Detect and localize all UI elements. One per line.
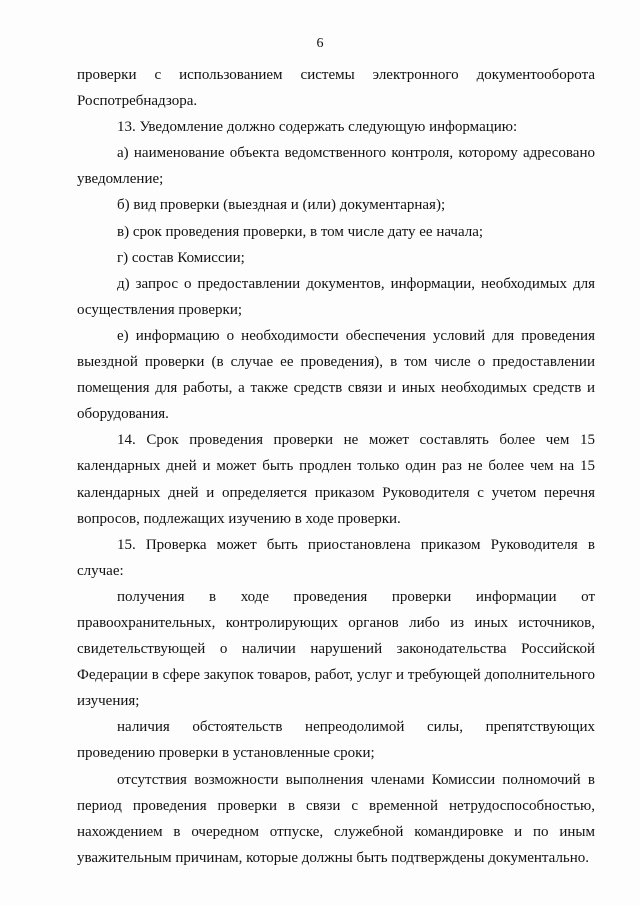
paragraph: получения в ходе проведения проверки информации от правоохранительных, контролирующих органов либо из иных источников, свидетельствующей о наличии нарушений законодательства Российской Федерации в сфере закупок товаров, работ, услуг и требующей дополнительного изучения;	[77, 588, 595, 710]
paragraph: 13. Уведомление должно содержать следующую информацию:	[117, 119, 518, 136]
paragraph: 14. Срок проведения проверки не может составлять более чем 15 календарных дней и может быть продлен только один раз не более чем на 15 календарных дней и определяется приказом Руководителя с учетом перечня вопросов, подлежащих изучению в ходе проверки.	[77, 432, 595, 527]
paragraph: 15. Проверка может быть приостановлена приказом Руководителя в случае:	[77, 536, 595, 579]
paragraph: г) состав Комиссии;	[117, 249, 245, 266]
paragraph: б) вид проверки (выездная и (или) документарная);	[117, 197, 446, 214]
paragraph: отсутствия возможности выполнения членами Комиссии полномочий в период проведения проверки в связи с временной нетрудоспособностью, нахождением в очередном отпуске, служебной командировке и по иным уважительным причинам, которые должны быть подтверждены документально.	[77, 771, 595, 866]
paragraph: в) срок проведения проверки, в том числе дату ее начала;	[117, 223, 484, 240]
paragraph: е) информацию о необходимости обеспечения условий для проведения выездной проверки (в случае ее проведения), в том числе о предоставлении помещения для работы, а также средств связи и иных необходимых средств и оборудования.	[77, 327, 595, 423]
paragraph: д) запрос о предоставлении документов, информации, необходимых для осуществления проверки;	[77, 275, 595, 318]
document-text	[77, 62, 595, 871]
page-number: 6	[316, 36, 324, 51]
paragraph: наличия обстоятельств непреодолимой силы, препятствующих проведению проверки в установленные сроки;	[77, 719, 595, 762]
paragraph: а) наименование объекта ведомственного контроля, которому адресовано уведомление;	[77, 145, 595, 188]
paragraph: проверки с использованием системы электронного документооборота Роспотребнадзора.	[77, 67, 595, 110]
